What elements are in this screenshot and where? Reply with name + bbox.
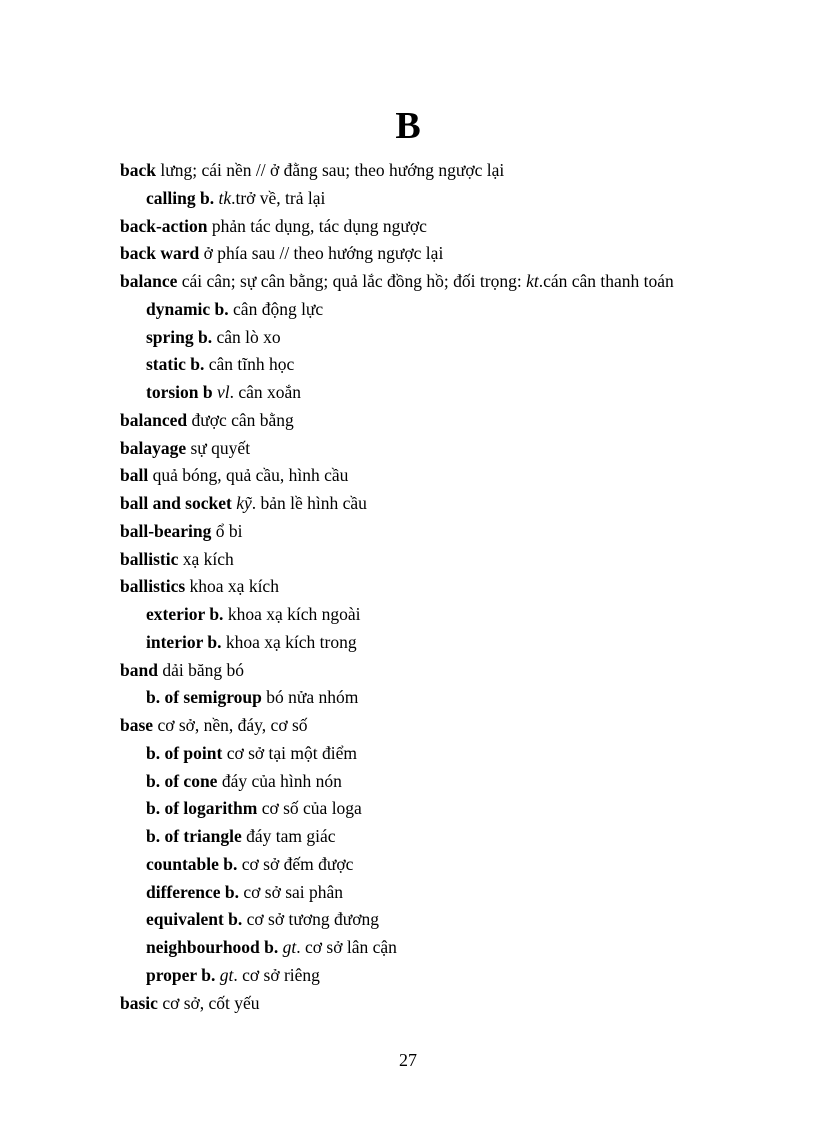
dictionary-entry [120, 157, 780, 185]
entry-headword: balanced [120, 409, 188, 430]
entry-definition: được cân bằng [187, 409, 294, 430]
sub-entry [120, 324, 780, 352]
entry-definition: cân lò xo [212, 326, 281, 347]
dictionary-entry-list [120, 157, 780, 1017]
entry-field-abbreviation: kỹ [231, 493, 252, 513]
entry-definition: cơ sở tại một điểm [222, 742, 358, 763]
sub-entry [120, 740, 780, 768]
entry-headword: ballistic [120, 548, 179, 569]
entry-definition: cơ sở, cốt yếu [157, 992, 260, 1013]
entry-definition: cơ sở, nền, đáy, cơ số [153, 715, 308, 735]
entry-headword: proper b. [146, 964, 216, 985]
entry-definition: cơ sở tương đương [242, 909, 379, 930]
entry-definition: khoa xạ kích ngoài [223, 604, 361, 624]
entry-definition: cân tĩnh học [204, 354, 295, 375]
entry-definition: cơ sở đếm được [237, 853, 354, 874]
dictionary-entry [120, 546, 780, 574]
entry-headword: b. of triangle [146, 826, 242, 846]
sub-entry [120, 851, 780, 879]
sub-entry [120, 684, 780, 712]
dictionary-entry [120, 240, 780, 268]
entry-definition: cái cân; sự cân bằng; quả lắc đồng hồ; đối trọng: kt.cán cân thanh toán [177, 271, 674, 291]
entry-definition: đáy tam giác [241, 826, 336, 846]
entry-definition: sự quyết [186, 437, 251, 458]
sub-entry [120, 962, 780, 990]
entry-definition: quả bóng, quả cầu, hình cầu [148, 465, 349, 486]
entry-field-abbreviation: vl [212, 382, 230, 402]
sub-entry [120, 185, 780, 213]
entry-field-abbreviation: gt [215, 964, 234, 985]
entry-headword: band [120, 659, 158, 680]
dictionary-entry [120, 268, 780, 296]
entry-definition: cơ sở sai phân [239, 881, 344, 902]
entry-headword: ball [120, 465, 149, 486]
sub-entry [120, 629, 780, 657]
entry-headword: dynamic b. [146, 298, 229, 319]
sub-entry [120, 351, 780, 379]
dictionary-entry [120, 573, 780, 601]
entry-headword: back-action [120, 215, 208, 236]
entry-definition: lưng; cái nền // ở đằng sau; theo hướng ngược lại [155, 160, 505, 180]
entry-headword: b. of semigroup [146, 687, 262, 708]
entry-field-abbreviation: tk [214, 187, 232, 208]
dictionary-entry [120, 435, 780, 463]
entry-field-abbreviation: gt [278, 937, 297, 957]
entry-headword: interior b. [146, 631, 222, 652]
entry-definition: phản tác dụng, tác dụng ngược [207, 215, 427, 236]
entry-headword: b. of logarithm [146, 798, 258, 819]
dictionary-entry [120, 462, 780, 490]
entry-headword: ballistics [120, 576, 186, 597]
entry-headword: spring b. [146, 326, 213, 347]
dictionary-entry [120, 213, 780, 241]
sub-entry [120, 879, 780, 907]
entry-headword: back ward [120, 243, 200, 264]
entry-definition: cân động lực [228, 298, 324, 319]
entry-definition: . cơ sở riêng [233, 964, 320, 985]
entry-headword: b. of cone [146, 770, 218, 791]
entry-headword: back [120, 160, 156, 180]
entry-definition: . cơ sở lân cận [296, 937, 397, 957]
entry-headword: base [120, 715, 154, 735]
entry-headword: equivalent b. [146, 909, 243, 930]
sub-entry [120, 296, 780, 324]
entry-headword: neighbourhood b. [146, 937, 279, 957]
dictionary-entry [120, 657, 780, 685]
dictionary-entry [120, 490, 780, 518]
entry-definition: . bản lề hình cầu [251, 493, 367, 513]
sub-entry [120, 768, 780, 796]
sub-entry [120, 795, 780, 823]
entry-definition: . cân xoắn [229, 382, 302, 402]
sub-entry [120, 934, 780, 962]
entry-definition: xạ kích [178, 548, 234, 569]
entry-headword: difference b. [146, 881, 239, 902]
entry-definition: bó nửa nhóm [261, 687, 359, 708]
entry-headword: calling b. [146, 187, 215, 208]
entry-definition: dải băng bó [157, 659, 244, 680]
entry-headword: countable b. [146, 853, 238, 874]
entry-headword: balayage [120, 437, 187, 458]
sub-entry [120, 823, 780, 851]
entry-headword: ball-bearing [120, 520, 212, 541]
entry-definition: .trở về, trả lại [231, 187, 326, 208]
entry-headword: balance [120, 271, 178, 291]
entry-definition: khoa xạ kích [185, 576, 279, 597]
dictionary-entry [120, 712, 780, 740]
sub-entry [120, 906, 780, 934]
sub-entry [120, 601, 780, 629]
sub-entry [120, 379, 780, 407]
dictionary-entry [120, 407, 780, 435]
entry-definition: đáy của hình nón [217, 770, 342, 791]
entry-definition: khoa xạ kích trong [221, 631, 357, 652]
entry-headword: exterior b. [146, 604, 224, 624]
entry-definition: cơ số của loga [257, 798, 362, 819]
dictionary-entry [120, 518, 780, 546]
entry-headword: b. of point [146, 742, 223, 763]
entry-headword: static b. [146, 354, 205, 375]
entry-headword: ball and socket [120, 493, 232, 513]
entry-definition: ổ bi [211, 520, 243, 541]
section-letter-heading: B [395, 105, 421, 147]
dictionary-entry [120, 990, 780, 1018]
entry-definition: ở phía sau // theo hướng ngược lại [199, 243, 444, 264]
entry-headword: torsion b [146, 382, 213, 402]
page-number: 27 [399, 1050, 417, 1070]
entry-headword: basic [120, 992, 158, 1013]
